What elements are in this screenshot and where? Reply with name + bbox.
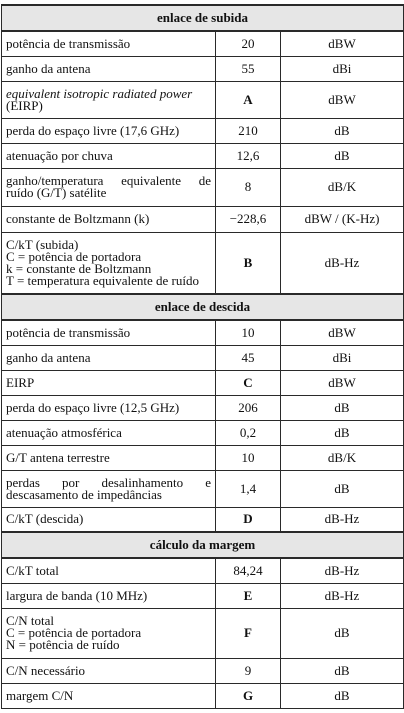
parameter-value: D (216, 507, 281, 532)
parameter-value: F (216, 608, 281, 658)
parameter-label: C/N necessário (2, 658, 216, 683)
parameter-value: 9 (216, 658, 281, 683)
section-header-margin (2, 532, 404, 558)
label-line: C/N total (6, 613, 55, 628)
table-row (2, 168, 404, 206)
parameter-label: ganho/temperatura equivalente de ruído (G/T) satélite (2, 168, 216, 206)
table-row (2, 507, 404, 532)
label-line: (EIRP) (6, 97, 43, 113)
section-title: enlace de subida (2, 5, 404, 31)
parameter-unit: dBW (281, 320, 404, 345)
parameter-value: 84,24 (216, 558, 281, 583)
link-budget-table (1, 4, 404, 709)
parameter-unit: dB (281, 118, 404, 143)
table-row (2, 683, 404, 708)
parameter-value: 206 (216, 395, 281, 420)
table-row (2, 320, 404, 345)
table-row (2, 470, 404, 507)
parameter-label: ganho da antena (2, 56, 216, 81)
parameter-value: 8 (216, 168, 281, 206)
parameter-label: EIRP (2, 370, 216, 395)
parameter-value: B (216, 232, 281, 294)
parameter-value: 12,6 (216, 143, 281, 168)
parameter-label (2, 81, 216, 118)
label-line: C = potência de portadora (6, 248, 142, 264)
parameter-unit: dBW / (K-Hz) (281, 206, 404, 232)
section-title: cálculo da margem (2, 532, 404, 558)
parameter-unit: dB (281, 420, 404, 445)
table-row (2, 583, 404, 608)
parameter-label: potência de transmissão (2, 320, 216, 345)
table-row (2, 370, 404, 395)
parameter-unit: dB (281, 395, 404, 420)
parameter-value: 10 (216, 445, 281, 470)
parameter-label: largura de banda (10 MHz) (2, 583, 216, 608)
parameter-value: C (216, 370, 281, 395)
table-row (2, 608, 404, 658)
parameter-label: C/kT (descida) (2, 507, 216, 532)
section-header-uplink (2, 5, 404, 31)
table-row (2, 118, 404, 143)
parameter-label: potência de transmissão (2, 31, 216, 56)
parameter-label: perda do espaço livre (17,6 GHz) (2, 118, 216, 143)
parameter-unit: dB-Hz (281, 558, 404, 583)
parameter-unit: dBi (281, 56, 404, 81)
parameter-label: C/kT total (2, 558, 216, 583)
label-line: C/kT (subida) (6, 236, 79, 252)
table-row (2, 395, 404, 420)
parameter-unit: dB (281, 683, 404, 708)
parameter-label: G/T antena terrestre (2, 445, 216, 470)
parameter-value: E (216, 583, 281, 608)
parameter-label: constante de Boltzmann (k) (2, 206, 216, 232)
parameter-unit: dB (281, 608, 404, 658)
parameter-unit: dB-Hz (281, 507, 404, 532)
parameter-value: 1,4 (216, 470, 281, 507)
table-row (2, 345, 404, 370)
table-row (2, 81, 404, 118)
parameter-value: 0,2 (216, 420, 281, 445)
table-row (2, 56, 404, 81)
parameter-unit: dB/K (281, 445, 404, 470)
section-header-downlink (2, 294, 404, 320)
parameter-unit: dBW (281, 370, 404, 395)
table-row (2, 232, 404, 294)
parameter-label: ganho da antena (2, 345, 216, 370)
parameter-unit: dB-Hz (281, 583, 404, 608)
parameter-value: A (216, 81, 281, 118)
parameter-value: 10 (216, 320, 281, 345)
parameter-label (2, 608, 216, 658)
table-row (2, 420, 404, 445)
parameter-label: atenuação atmosférica (2, 420, 216, 445)
table-row (2, 558, 404, 583)
parameter-unit: dBi (281, 345, 404, 370)
parameter-unit: dBW (281, 31, 404, 56)
label-line: T = temperatura equivalente de ruído (6, 272, 199, 288)
parameter-value: 210 (216, 118, 281, 143)
table-row (2, 143, 404, 168)
parameter-unit: dB-Hz (281, 232, 404, 294)
table-row (2, 445, 404, 470)
parameter-label: atenuação por chuva (2, 143, 216, 168)
parameter-unit: dB (281, 470, 404, 507)
section-title: enlace de descida (2, 294, 404, 320)
parameter-label: perdas por desalinhamento e descasamento de impedâncias (2, 470, 216, 507)
label-line: N = potência de ruído (6, 637, 120, 652)
label-line: k = constante de Boltzmann (6, 260, 152, 276)
parameter-value: 45 (216, 345, 281, 370)
parameter-value: 55 (216, 56, 281, 81)
label-line: C = potência de portadora (6, 625, 142, 640)
table-row (2, 206, 404, 232)
parameter-value: 20 (216, 31, 281, 56)
parameter-unit: dB/K (281, 168, 404, 206)
label-line-italic: equivalent isotropic radiated power (6, 85, 193, 101)
parameter-unit: dB (281, 658, 404, 683)
table-row (2, 31, 404, 56)
table-row (2, 658, 404, 683)
parameter-label (2, 232, 216, 294)
parameter-unit: dB (281, 143, 404, 168)
parameter-label: margem C/N (2, 683, 216, 708)
parameter-value: −228,6 (216, 206, 281, 232)
parameter-value: G (216, 683, 281, 708)
parameter-label: perda do espaço livre (12,5 GHz) (2, 395, 216, 420)
parameter-unit: dBW (281, 81, 404, 118)
